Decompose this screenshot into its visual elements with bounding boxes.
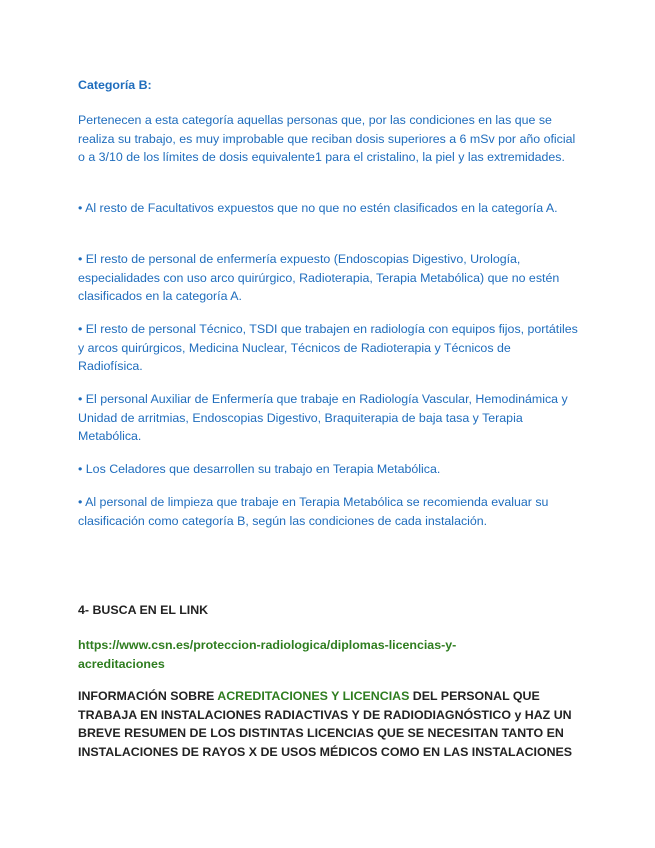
bullet-item-enfermeria: • El resto de personal de enfermería expuesto (Endoscopias Digestivo, Urología, especialidades con uso arco quirúrgico, Radioterapia, Terapia Metabólica) que no estén clasificados en la categoría A. xyxy=(78,252,560,304)
bullet-item-facultativos: • Al resto de Facultativos expuestos que no que no estén clasificados en la categoría A. xyxy=(78,201,558,215)
task-highlight-acreditaciones: ACREDITACIONES Y LICENCIAS xyxy=(217,689,410,703)
bullet-item-tecnico: • El resto de personal Técnico, TSDI que trabajen en radiología con equipos fijos, portátiles y arcos quirúrgicos, Medicina Nuclear, Técnicos de Radioterapia y Técnicos de Radiofísica. xyxy=(78,322,578,374)
intro-paragraph: Pertenecen a esta categoría aquellas personas que, por las condiciones en las que se realiza su trabajo, es muy improbable que reciban dosis superiores a 6 mSv por año oficial o a 3/10 de los límites de dosis equivalente1 para el cristalino, la piel y las extremidades. xyxy=(78,113,576,165)
bullet-item-celadores: • Los Celadores que desarrollen su trabajo en Terapia Metabólica. xyxy=(78,462,441,476)
category-heading: Categoría B: xyxy=(78,78,152,92)
task-text-part-2: DEL PERSONAL QUE TRABAJA EN INSTALACIONES RADIACTIVAS Y DE RADIODIAGNÓSTICO y HAZ UN BREVE RESUMEN DE LOS DISTINTAS LICENCIAS QUE SE NECESITAN TANTO EN INSTALACIONES DE RAYOS X DE USOS MÉDICOS COMO EN LAS INSTALACIONES xyxy=(78,689,573,759)
task-text-part-1: INFORMACIÓN SOBRE xyxy=(78,689,218,703)
bullet-item-limpieza: • Al personal de limpieza que trabaje en Terapia Metabólica se recomienda evaluar su clasificación como categoría B, según las condiciones de cada instalación. xyxy=(78,495,549,528)
task-instructions xyxy=(78,687,578,761)
reference-link[interactable]: https://www.csn.es/proteccion-radiologica/diplomas-licencias-y-acreditaciones xyxy=(78,638,457,671)
section-4-heading: 4- BUSCA EN EL LINK xyxy=(78,603,209,617)
bullet-item-auxiliar: • El personal Auxiliar de Enfermería que trabaje en Radiología Vascular, Hemodinámica y Unidad de arritmias, Endoscopias Digestivo, Braquiterapia de baja tasa y Terapia Metabólica. xyxy=(78,392,568,444)
